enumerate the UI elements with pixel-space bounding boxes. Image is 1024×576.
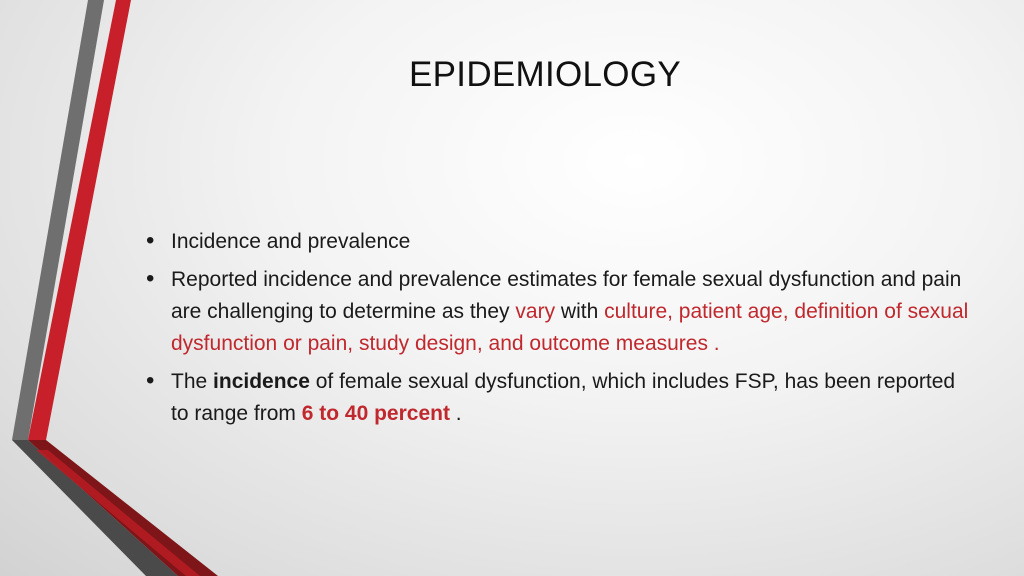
bullet-text-segment: incidence xyxy=(213,370,310,393)
bullet-text-segment: vary xyxy=(515,300,556,323)
bullet-icon: • xyxy=(146,265,155,292)
bullet-icon: • xyxy=(146,227,155,254)
bullet-item xyxy=(146,366,976,430)
bullet-text-segment: of female sexual dysfunction, which includes FSP, has been reported to range from xyxy=(171,370,956,425)
bullet-text-segment: culture, patient age, definition of sexual dysfunction or pain, study design, and outcome measures . xyxy=(171,300,969,355)
bullet-item xyxy=(146,264,976,360)
bullet-icon: • xyxy=(146,367,155,394)
bullet-text-segment: Incidence and prevalence xyxy=(171,230,411,253)
red-lower-highlight xyxy=(36,450,200,576)
bullet-item xyxy=(146,226,976,258)
slide-title: EPIDEMIOLOGY xyxy=(409,55,681,94)
gray-lower-sweep xyxy=(12,440,178,576)
bullet-list xyxy=(146,226,976,436)
bullet-text-segment: 6 to 40 percent xyxy=(301,402,450,425)
bullet-text-segment: with xyxy=(555,300,605,323)
bullet-text-segment: Reported incidence and prevalence estimates for female sexual dysfunction and pain are challenging to determine as they xyxy=(171,268,962,323)
bullet-text-segment: . xyxy=(449,402,462,425)
bullet-text-segment: The xyxy=(171,370,214,393)
